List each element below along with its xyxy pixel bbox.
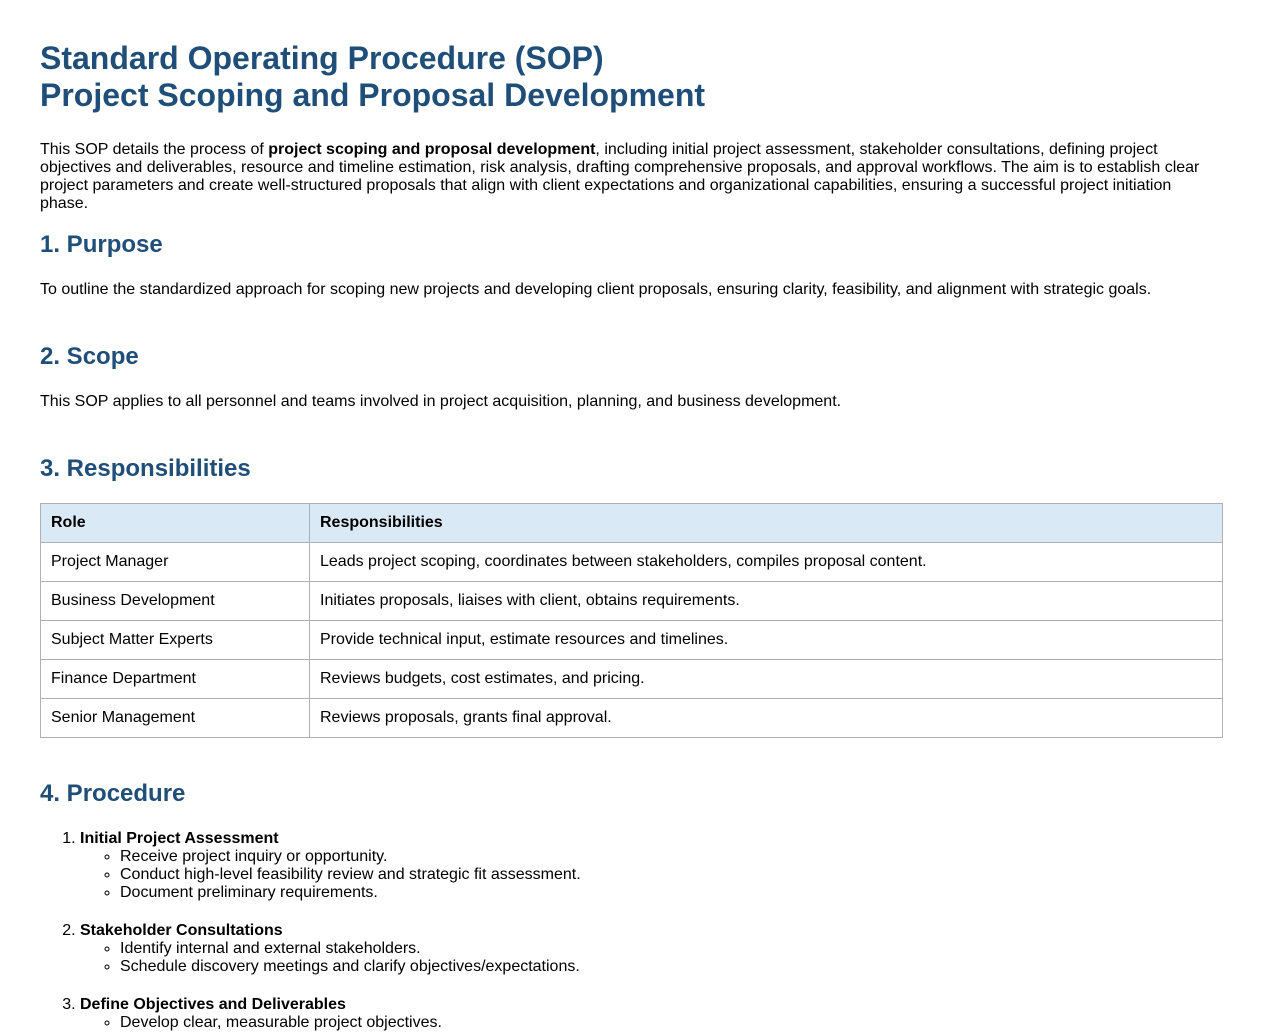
header-responsibilities: Responsibilities (310, 504, 1223, 543)
table-row (41, 543, 1223, 582)
procedure-steps (40, 830, 1223, 1032)
scope-text: This SOP applies to all personnel and teams involved in project acquisition, planning, and business development. (40, 393, 842, 410)
responsibilities-table (40, 503, 1223, 738)
title-line-1: Standard Operating Procedure (SOP) (40, 40, 604, 76)
responsibility-cell: Reviews budgets, cost estimates, and pricing. (310, 660, 1223, 699)
title-line-2: Project Scoping and Proposal Development (40, 77, 706, 113)
purpose-text: To outline the standardized approach for scoping new projects and developing client proposals, ensuring clarity, feasibility, and alignment with strategic goals. (40, 281, 1152, 298)
responsibility-cell: Reviews proposals, grants final approval. (310, 699, 1223, 738)
responsibility-cell: Provide technical input, estimate resources and timelines. (310, 621, 1223, 660)
step-title: Stakeholder Consultations (80, 922, 283, 939)
purpose-heading: 1. Purpose (40, 231, 163, 258)
procedure-step (80, 996, 1223, 1032)
table-row (41, 699, 1223, 738)
role-cell: Business Development (41, 582, 310, 621)
intro-text-start: This SOP details the process of (40, 141, 269, 158)
document-title (40, 40, 1223, 114)
step-substeps (80, 848, 1223, 902)
scope-heading: 2. Scope (40, 343, 139, 370)
procedure-step (80, 922, 1223, 976)
header-role: Role (41, 504, 310, 543)
step-title: Define Objectives and Deliverables (80, 996, 346, 1013)
list-item: ◦ Develop clear, measurable project objectives. (120, 1014, 1223, 1032)
table-row (41, 660, 1223, 699)
procedure-heading: 4. Procedure (40, 780, 186, 807)
table-header-row (41, 504, 1223, 543)
table-row (41, 621, 1223, 660)
list-item: ◦ Identify internal and external stakeholders. (120, 940, 1223, 958)
list-item: ◦ Schedule discovery meetings and clarify objectives/expectations. (120, 958, 1223, 976)
step-title: Initial Project Assessment (80, 830, 279, 847)
role-cell: Project Manager (41, 543, 310, 582)
intro-bold-phrase: project scoping and proposal development (268, 141, 596, 158)
list-item: ◦ Document preliminary requirements. (120, 884, 1223, 902)
step-substeps (80, 940, 1223, 976)
intro-paragraph (40, 141, 1223, 213)
procedure-step (80, 830, 1223, 902)
role-cell: Subject Matter Experts (41, 621, 310, 660)
responsibility-cell: Leads project scoping, coordinates between stakeholders, compiles proposal content. (310, 543, 1223, 582)
role-cell: Senior Management (41, 699, 310, 738)
list-item: ◦ Receive project inquiry or opportunity. (120, 848, 1223, 866)
role-cell: Finance Department (41, 660, 310, 699)
step-substeps (80, 1014, 1223, 1032)
responsibility-cell: Initiates proposals, liaises with client, obtains requirements. (310, 582, 1223, 621)
table-row (41, 582, 1223, 621)
responsibilities-heading: 3. Responsibilities (40, 455, 251, 482)
list-item: ◦ Conduct high-level feasibility review and strategic fit assessment. (120, 866, 1223, 884)
intro-text-end: , including initial project assessment, stakeholder consultations, defining project objectives and deliverables, resource and timeline estimation, risk analysis, drafting comprehensive proposals, and approval workflows. The aim is to establish clear project parameters and create well-structured proposals that align with client expectations and organizational capabilities, ensuring a successful project initiation phase. (40, 141, 1200, 212)
